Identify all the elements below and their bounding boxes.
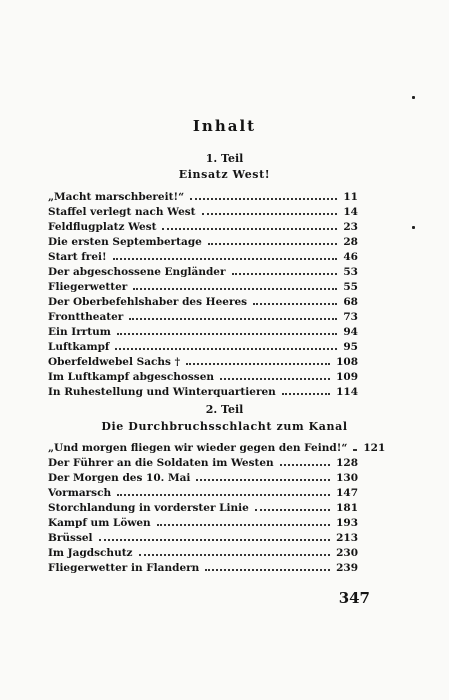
toc-entry-title: Kampf um Löwen	[48, 517, 151, 529]
toc-title: Inhalt	[192, 117, 257, 135]
toc-entry	[48, 264, 358, 279]
toc-entry-page: 55	[343, 281, 358, 293]
toc-entry-title: Der Morgen des 10. Mai	[48, 472, 191, 484]
toc-entry-title: „Und morgen fliegen wir wieder gegen den Feind!“	[48, 442, 348, 454]
toc-entry-page: 114	[336, 386, 358, 398]
dot-leader	[205, 560, 330, 571]
dot-leader	[129, 309, 337, 320]
dot-leader	[255, 500, 330, 511]
toc-entry-page: 147	[336, 487, 358, 499]
ink-speck	[412, 96, 415, 99]
part-1-heading: 1. Teil	[205, 152, 244, 165]
toc-entry-title: Staffel verlegt nach West	[48, 206, 196, 218]
toc-entry-title: Ein Irrtum	[48, 326, 111, 338]
dot-leader	[162, 219, 337, 230]
toc-entry-title: Fliegerwetter	[48, 281, 128, 293]
toc-entry-title: Feldflugplatz West	[48, 221, 157, 233]
toc-entry	[48, 545, 358, 560]
dot-leader	[139, 545, 331, 556]
toc-entry-page: 128	[336, 457, 358, 469]
toc-entry-page: 94	[343, 326, 358, 338]
toc-entry	[48, 384, 358, 399]
toc-entry-page: 11	[343, 191, 358, 203]
toc-entry-page: 213	[336, 532, 358, 544]
dot-leader	[208, 234, 338, 245]
dot-leader	[186, 354, 330, 365]
toc-entry-page: 108	[336, 356, 358, 368]
part-2-title: Die Durchbruchsschlacht zum Kanal	[101, 420, 348, 433]
dot-leader	[280, 455, 330, 466]
toc-entry-title: Luftkampf	[48, 341, 110, 353]
toc-entry	[48, 560, 358, 575]
toc-entry	[48, 189, 358, 204]
toc-entry-page: 181	[336, 502, 358, 514]
toc-entry-page: 53	[343, 266, 358, 278]
page-number: 347	[338, 589, 370, 607]
dot-leader	[117, 324, 338, 335]
dot-leader	[133, 279, 337, 290]
toc-entry-title: In Ruhestellung und Winterquartieren	[48, 386, 276, 398]
dot-leader	[190, 189, 337, 200]
toc-entry-title: Die ersten Septembertage	[48, 236, 202, 248]
dot-leader	[282, 384, 330, 395]
toc-entry-page: 95	[343, 341, 358, 353]
toc-entry	[48, 530, 358, 545]
toc-entry-page: 28	[343, 236, 358, 248]
toc-entry-page: 130	[336, 472, 358, 484]
toc-entry-page: 14	[343, 206, 358, 218]
toc-entry	[48, 369, 358, 384]
toc-entry-page: 230	[336, 547, 358, 559]
dot-leader	[113, 249, 338, 260]
toc-entry-page: 193	[336, 517, 358, 529]
toc-entry-title: Vormarsch	[48, 487, 112, 499]
dot-leader	[115, 339, 337, 350]
dot-leader	[117, 485, 330, 496]
toc-entry-title: Im Jagdschutz	[48, 547, 133, 559]
toc-entry-title: Storchlandung in vorderster Linie	[48, 502, 249, 514]
toc-entry-title: Der Führer an die Soldaten im Westen	[48, 457, 274, 469]
toc-entry	[48, 324, 358, 339]
toc-entry	[48, 234, 358, 249]
part-2-heading: 2. Teil	[205, 403, 244, 416]
toc-entry	[48, 354, 358, 369]
toc-entry-title: Fronttheater	[48, 311, 124, 323]
dot-leader	[232, 264, 338, 275]
toc-entry	[48, 470, 358, 485]
toc-entry-title: Im Luftkampf abgeschossen	[48, 371, 215, 383]
toc-entry	[48, 279, 358, 294]
toc-entry	[48, 500, 358, 515]
dot-leader	[202, 204, 338, 215]
toc-entry	[48, 339, 358, 354]
toc-entry	[48, 485, 358, 500]
toc-entry-page: 68	[343, 296, 358, 308]
dot-leader	[196, 470, 330, 481]
dot-leader	[353, 440, 357, 451]
dot-leader	[253, 294, 337, 305]
toc-entry-page: 109	[336, 371, 358, 383]
toc-entry-title: Der Oberbefehlshaber des Heeres	[48, 296, 248, 308]
toc-entry-page: 121	[363, 442, 386, 454]
toc-entry	[48, 455, 358, 470]
toc-entry-page: 239	[336, 562, 358, 574]
toc-entry-title: Der abgeschossene Engländer	[48, 266, 226, 278]
dot-leader	[99, 530, 331, 541]
toc-entry	[48, 440, 386, 455]
toc-entry-title: „Macht marschbereit!“	[48, 191, 185, 203]
toc-entry-page: 23	[343, 221, 358, 233]
toc-entry	[48, 515, 358, 530]
part-1-title: Einsatz West!	[178, 168, 271, 181]
toc-entry	[48, 249, 358, 264]
toc-entry	[48, 204, 358, 219]
ink-speck	[412, 226, 415, 229]
dot-leader	[220, 369, 330, 380]
toc-entry-page: 46	[343, 251, 358, 263]
toc-entry-title: Brüssel	[48, 532, 93, 544]
toc-entry	[48, 219, 358, 234]
toc-entry	[48, 309, 358, 324]
toc-entry-title: Start frei!	[48, 251, 107, 263]
toc-entry-page: 73	[343, 311, 358, 323]
toc-entry-title: Fliegerwetter in Flandern	[48, 562, 200, 574]
dot-leader	[157, 515, 330, 526]
toc-entry-title: Oberfeldwebel Sachs †	[48, 356, 181, 368]
toc-entry	[48, 294, 358, 309]
